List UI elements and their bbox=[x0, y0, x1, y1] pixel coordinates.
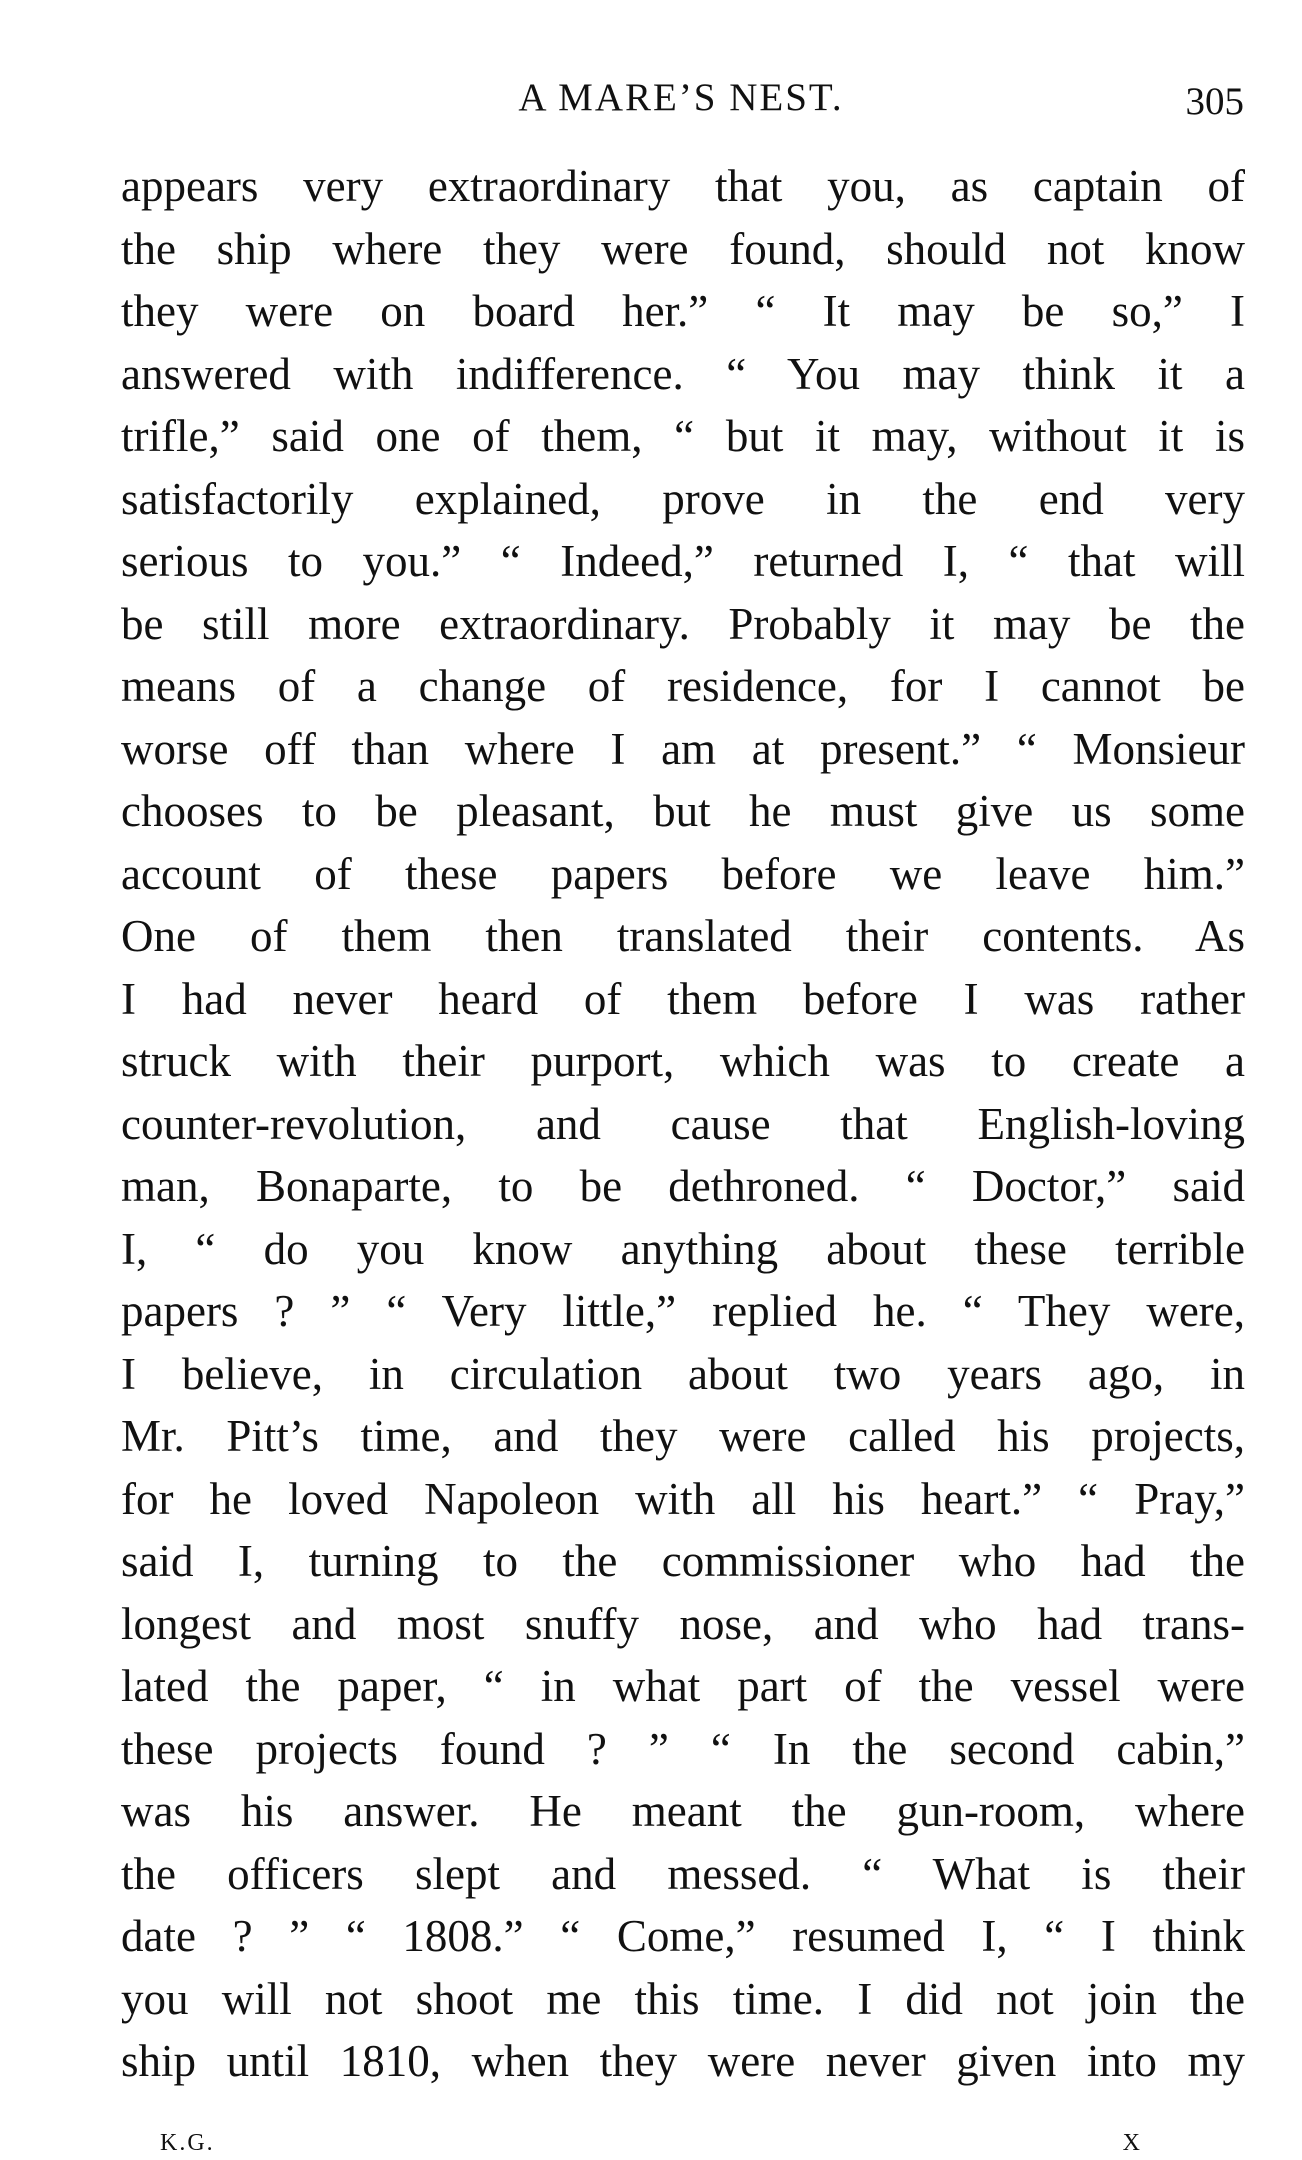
text-line: appears very extraordinary that you, as captain of bbox=[121, 161, 1245, 211]
text-line: they were on board her.” “ It may be so,” I bbox=[121, 286, 1245, 336]
text-line: was his answer. He meant the gun-room, where bbox=[121, 1786, 1245, 1836]
text-line: said I, turning to the commissioner who had the bbox=[121, 1536, 1245, 1586]
text-line: answered with indifference. “ You may think it a bbox=[121, 348, 1245, 399]
text-line: I believe, in circulation about two years ago, in bbox=[121, 1348, 1245, 1399]
text-line: man, Bonaparte, to be dethroned. “ Doctor,” said bbox=[121, 1161, 1245, 1211]
text-line: I had never heard of them before I was rather bbox=[121, 973, 1245, 1024]
text-line: longest and most snuffy nose, and who had trans- bbox=[121, 1598, 1245, 1649]
gathering-signature: X bbox=[1122, 2130, 1140, 2156]
text-line: One of them then translated their contents. As bbox=[121, 911, 1245, 961]
text-line: I, “ do you know anything about these terrible bbox=[121, 1223, 1245, 1274]
page-header bbox=[118, 68, 1244, 128]
text-line: be still more extraordinary. Probably it may be the bbox=[121, 598, 1245, 649]
text-line: ship until 1810, when they were never given into my bbox=[121, 2036, 1245, 2086]
text-line: counter-revolution, and cause that English-loving bbox=[121, 1098, 1245, 1149]
text-line: for he loved Napoleon with all his heart.” “ Pray,” bbox=[121, 1473, 1245, 1524]
text-line: you will not shoot me this time. I did not join the bbox=[121, 1973, 1245, 2024]
text-line: chooses to be pleasant, but he must give us some bbox=[121, 786, 1245, 836]
text-line: account of these papers before we leave him.” bbox=[121, 848, 1245, 899]
text-line: worse off than where I am at present.” “ Monsieur bbox=[121, 723, 1245, 774]
body-text bbox=[121, 155, 1245, 2093]
page-number: 305 bbox=[1185, 80, 1244, 123]
text-line: the ship where they were found, should not know bbox=[121, 223, 1245, 274]
text-line: the officers slept and messed. “ What is their bbox=[121, 1848, 1245, 1899]
text-line: means of a change of residence, for I cannot be bbox=[121, 661, 1245, 711]
printer-signature: K.G. bbox=[160, 2130, 215, 2156]
text-line: Mr. Pitt’s time, and they were called his projects, bbox=[121, 1411, 1245, 1461]
text-line: serious to you.” “ Indeed,” returned I, “ that will bbox=[121, 536, 1245, 586]
text-line: lated the paper, “ in what part of the vessel were bbox=[121, 1661, 1245, 1711]
text-line: trifle,” said one of them, “ but it may, without it is bbox=[121, 411, 1245, 461]
text-line: date ? ” “ 1808.” “ Come,” resumed I, “ I think bbox=[121, 1911, 1245, 1961]
text-line: satisfactorily explained, prove in the end very bbox=[121, 473, 1245, 524]
running-title: A MARE’S NEST. bbox=[518, 76, 844, 119]
text-line: papers ? ” “ Very little,” replied he. “ They were, bbox=[121, 1286, 1245, 1336]
text-line: these projects found ? ” “ In the second cabin,” bbox=[121, 1723, 1245, 1774]
page-footer bbox=[160, 2126, 1140, 2160]
text-line: struck with their purport, which was to create a bbox=[121, 1036, 1245, 1086]
